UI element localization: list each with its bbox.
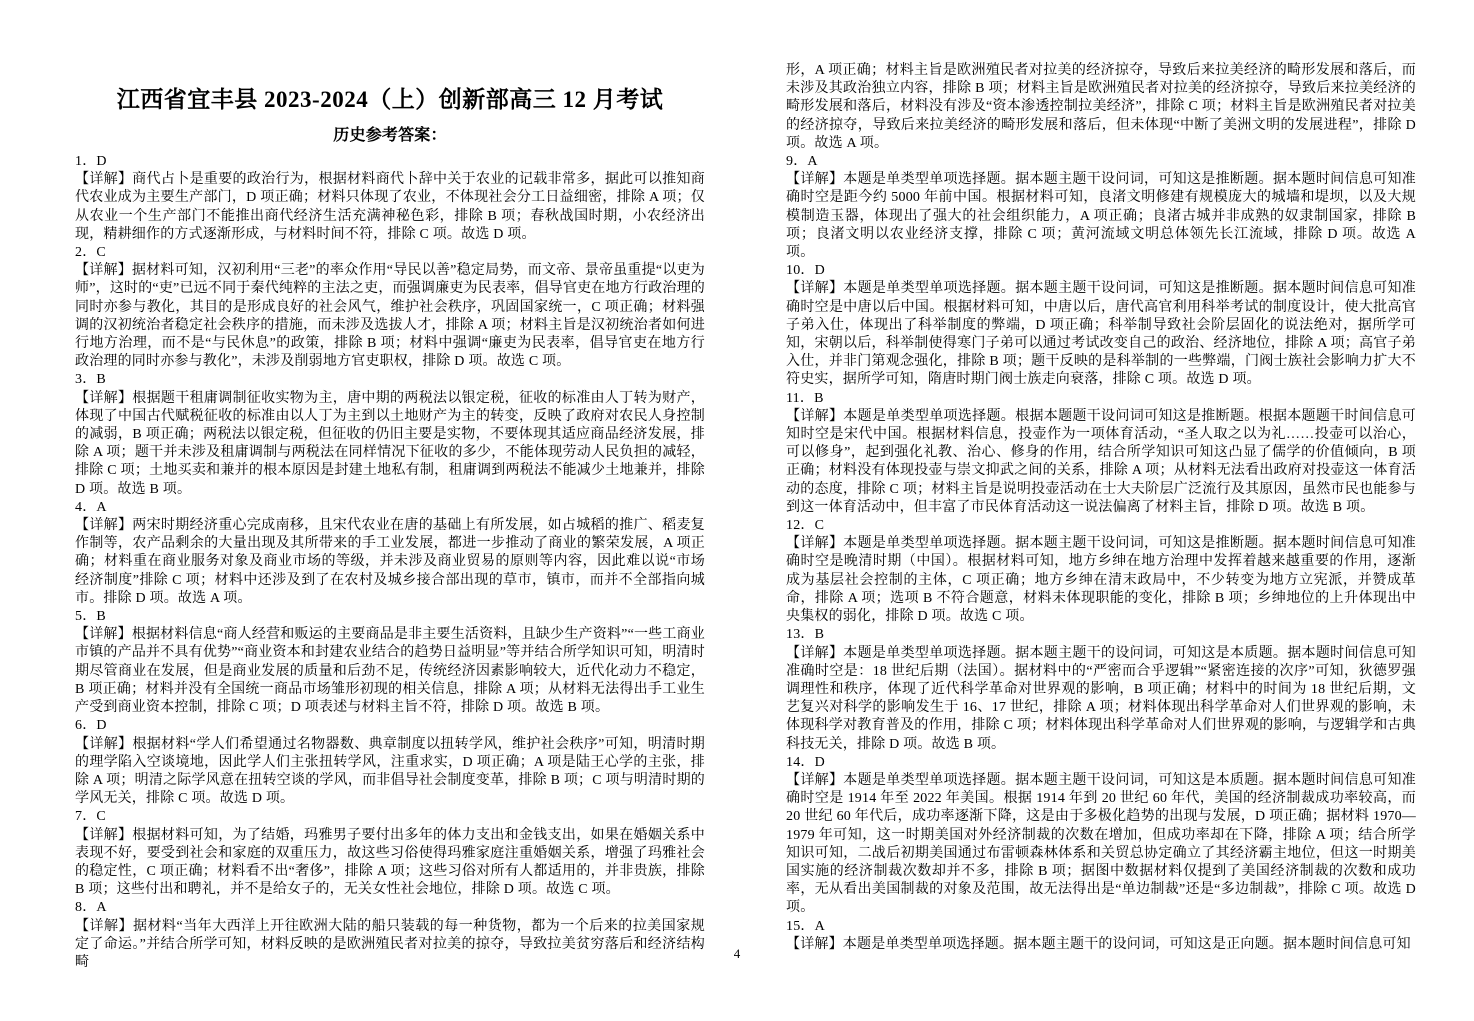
answer-item: [75, 371, 705, 498]
answer-item: [786, 262, 1416, 389]
answer-number: 14．D: [786, 754, 825, 770]
answer-item: [75, 153, 705, 244]
answer-number: 1．D: [75, 154, 107, 169]
answer-detail: 【详解】两宋时期经济重心完成南移，且宋代农业在唐的基础上有所发展，如占城稻的推广、稻麦复作制等，农产品剩余的大量出现及其所带来的手工业发展，都进一步推动了商业的繁荣发展，A 项正确；材料重在商业服务对象及商业市场的等级，并未涉及商业贸易的原则等内容，因此难以说“市场经济制度”排除 C 项；材料中还涉及到了在农村及城乡接合部出现的草市，镇市，而并不全部指向城市。排除 D 项。故选 A 项。: [75, 518, 705, 606]
document-title: 江西省宜丰县 2023-2024（上）创新部高三 12 月考试: [116, 87, 664, 112]
left-column: [75, 85, 705, 970]
answer-item: [786, 517, 1416, 626]
answer-detail: 【详解】据材料可知，汉初利用“三老”的率众作用“导民以善”稳定局势，而文帝、景帝虽重提“以吏为师”，这时的“吏”已远不同于秦代纯粹的主法之吏，而强调廉吏为民表率，倡导官吏在地方行政治理的同时亦参与教化，其目的是形成良好的社会风气，维护社会秩序，巩固国家统一，C 项正确；材料强调的汉初统治者稳定社会秩序的措施，而未涉及选拔人才，排除 A 项；材料主旨是汉初统治者如何进行地方治理，而不是“与民休息”的政策，排除 B 项；材料中强调“廉吏为民表率，倡导官吏在地方行政治理的同时亦参与教化”，未涉及削弱地方官吏职权，排除 D 项。故选 C 项。: [75, 263, 705, 370]
answer-detail: 【详解】本题是单类型单项选择题。根据本题题干设问词可知这是推断题。根据本题题干时间信息可知时空是宋代中国。根据材料信息，投壶作为一项体育活动，“圣人取之以为礼……投壶可以治心，可以修身”，起到强化礼教、治心、修身的作用，结合所学知识可知这凸显了儒学的价值倾向，B 项正确；材料没有体现投壶与崇文抑武之间的关系，排除 A 项；从材料无法看出政府对投壶这一体育活动的态度，排除 C 项；材料主旨是说明投壶活动在士大夫阶层广泛流行及其原因，虽然市民也能参与到这一体育活动中，但丰富了市民体育活动这一说法偏离了材料主旨，排除 D 项。故选 B 项。: [786, 408, 1416, 515]
answer-detail: 形，A 项正确；材料主旨是欧洲殖民者对拉美的经济掠夺，导致后来拉美经济的畸形发展和落后，而未涉及其政治独立内容，排除 B 项；材料主旨是欧洲殖民者对拉美的经济掠夺，导致后来拉美经济的畸形发展和落后，材料没有涉及“资本渗透控制拉美经济”，排除 C 项；材料主旨是欧洲殖民者对拉美的经济掠夺，导致后来拉美经济的畸形发展和落后，但未体现“中断了美洲文明的发展进程”，排除 D 项。故选 A 项。: [786, 63, 1416, 151]
answer-detail: 【详解】本题是单类型单项选择题。据本题主题干设问词，可知这是推断题。据本题时间信息可知准确时空是晚清时期（中国）。根据材料可知，地方乡绅在地方治理中发挥着越来越重要的作用，逐渐成为基层社会控制的主体，C 项正确；地方乡绅在清末政局中，不少转变为地方立宪派，并赞成革命，排除 A 项；选项 B 不符合题意，材料未体现职能的变化，排除 B 项；乡绅地位的上升体现出中央集权的弱化，排除 D 项。故选 C 项。: [786, 536, 1416, 625]
right-column-items: [786, 62, 1416, 954]
right-column: [786, 62, 1416, 967]
answer-detail: 【详解】商代占卜是重要的政治行为，根据材料商代卜辞中关于农业的记载非常多，据此可以推知商代农业成为主要生产部门，D 项正确；材料只体现了农业，不体现社会分工日益细密，排除 A 项；仅从农业一个生产部门不能推出商代经济生活充满神秘色彩，排除 B 项；春秋战国时期，小农经济出现，精耕细作的方式逐渐形成，与材料时间不符，排除 C 项。故选 D 项。: [75, 172, 705, 242]
answer-detail: 【详解】根据题干租庸调制征收实物为主，唐中期的两税法以银定税，征收的标准由人丁转为财产，体现了中国古代赋税征收的标准由以人丁为主到以土地财产为主的转变，反映了政府对农民人身控制的减弱，B 项正确；两税法以银定税，但征收的仍旧主要是实物，不要体现其适应商品经济发展，排除 A 项；题干并未涉及租庸调制与两税法在同样情况下征收的多少，不能体现劳动人民负担的减轻，排除 C 项；土地买卖和兼并的根本原因是封建土地私有制，租庸调到两税法不能减少土地兼并，排除 D 项。故选 B 项。: [75, 390, 705, 497]
answer-number: 12．C: [786, 518, 825, 534]
answer-number: 3．B: [75, 372, 106, 388]
answer-number: 7．C: [75, 809, 106, 825]
answer-detail: 【详解】根据材料信息“商人经营和贩运的主要商品是非主要生活资料，且缺少生产资料”“一些工商业市镇的产品并不具有优势”“商业资本和封建农业结合的趋势日益明显”等并结合所学知识可知，明清时期尽管商业在发展，但是商业发展的质量和后劲不足，传统经济因素影响较大，近代化动力不稳定，B 项正确；材料并没有全国统一商品市场雏形初现的相关信息，排除 A 项；从材料无法得出手工业生产受到商业资本控制，排除 C 项；D 项表述与材料主旨不符，排除 D 项。故选 B 项。: [75, 627, 705, 716]
answer-number: 11．B: [786, 390, 824, 406]
answer-detail: 【详解】根据材料“学人们希望通过名物器数、典章制度以扭转学风，维护社会秩序”可知，明清时期的理学陷入空谈境地，因此学人们主张扭转学风，注重求实，D 项正确；A 项是陆王心学的主张，排除 A 项；明清之际学风意在扭转空谈的学风，而非倡导社会制度变革，排除 B 项；C 项与明清时期的学风无关，排除 C 项。故选 D 项。: [75, 736, 705, 807]
answer-item: [786, 390, 1416, 517]
answer-number: 13．B: [786, 627, 825, 643]
answer-number: 4．A: [75, 499, 107, 515]
answer-detail: 【详解】本题是单类型单项选择题。据本题主题干的设问词，可知这是正向题。据本题时间信息可知: [786, 936, 1411, 952]
answer-detail: 【详解】本题是单类型单项选择题。据本题主题干设问词，可知这是推断题。据本题时间信息可知准确时空是中唐以后中国。根据材料可知，中唐以后，唐代高官利用科举考试的制度设计，使大批高官子弟入仕，体现出了科举制度的弊端，D 项正确；科举制导致社会阶层固化的说法绝对，据所学可知，宋朝以后，科举制使得寒门子弟可以通过考试改变自己的政治、经济地位，排除 A 项；高官子弟入仕，并非门第观念强化，排除 B 项；题干反映的是科举制的一些弊端，门阀士族社会影响力扩大不符史实，据所学可知，隋唐时期门阀士族走向衰落，排除 C 项。故选 D 项。: [786, 281, 1416, 388]
answer-item: [786, 62, 1416, 153]
answer-item: [75, 244, 705, 371]
answer-item: [786, 153, 1416, 262]
answer-number: 5．B: [75, 609, 106, 625]
answer-item: [75, 808, 705, 899]
answer-number: 6．D: [75, 718, 107, 734]
answer-number: 15．A: [786, 918, 825, 934]
answer-number: 2．C: [75, 245, 106, 261]
left-column-items: [75, 153, 705, 972]
answer-number: 8．A: [75, 900, 107, 916]
answer-item: [75, 608, 705, 717]
answer-detail: 【详解】根据材料可知，为了结婚，玛雅男子要付出多年的体力支出和金钱支出，如果在婚姻关系中表现不好，要受到社会和家庭的双重压力，故这些习俗使得玛雅家庭注重婚姻关系，增强了玛雅社会的稳定性，C 项正确；材料看不出“奢侈”，排除 A 项；这些习俗对所有人都适用的，并非贵族，排除 B 项；这些付出和聘礼，并不是给女子的，无关女性社会地位，排除 D 项。故选 C 项。: [75, 827, 705, 898]
answer-detail: 【详解】本题是单类型单项选择题。据本题主题干设问词，可知这是本质题。据本题时间信息可知准确时空是 1914 年至 2022 年美国。根据 1914 年到 20 世纪 60 年代，美国的经济制裁成功率较高，而 20 世纪 60 年代后，成功率逐渐下降，这是由于多极化趋势的出现与发展，D 项正确；据材料 1970—1979 年可知，这一时期美国对外经济制裁的次数在增加，但成功率却在下降，排除 A 项；结合所学知识可知，二战后初期美国通过布雷顿森林体系和关贸总协定确立了其经济霸主地位，但这一时期美国实施的经济制裁次数却并不多，排除 B 项；据图中数据材料仅提到了美国经济制裁的次数和成功率，无从看出美国制裁的对象及范围，故无法得出是“单边制裁”还是“多边制裁”，排除 C 项。故选 D 项。: [786, 772, 1416, 916]
answer-item: [75, 499, 705, 608]
answer-number: 10．D: [786, 263, 825, 279]
document-subtitle: 历史参考答案：: [333, 127, 447, 144]
answer-item: [786, 754, 1416, 918]
page-number: 4: [733, 946, 741, 961]
answer-number: 9．A: [786, 154, 818, 170]
answer-detail: 【详解】本题是单类型单项选择题。据本题主题干的设问词，可知这是本质题。据本题时间信息可知准确时空是：18 世纪后期（法国）。据材料中的“严密而合乎逻辑”“紧密连接的次序”可知，狄德罗强调理性和秩序，体现了近代科学革命对世界观的影响，B 项正确；材料中的时间为 18 世纪后期，文艺复兴对科学的影响发生于 16、17 世纪，排除 A 项；材料体现出科学革命对人们世界观的影响，未体现科学对教育普及的作用，排除 C 项；材料体现出科学革命对人们世界观的影响，与逻辑学和古典科技无关，排除 D 项。故选 B 项。: [786, 645, 1416, 752]
answer-detail: 【详解】本题是单类型单项选择题。据本题主题干设问词，可知这是推断题。据本题时间信息可知准确时空是距今约 5000 年前中国。根据材料可知，良渚文明修建有规模庞大的城墙和堤坝，以及大规模制造玉器，体现出了强大的社会组织能力，A 项正确；良渚古城并非成熟的奴隶制国家，排除 B 项；良渚文明以农业经济支撑，排除 C 项；黄河流域文明总体领先长江流域，排除 D 项。故选 A 项。: [786, 172, 1416, 261]
answer-item: [786, 626, 1416, 753]
answer-item: [75, 717, 705, 808]
answer-detail: 【详解】据材料“当年大西洋上开往欧洲大陆的船只装载的每一种货物，都为一个后来的拉美国家规定了命运。”并结合所学可知，材料反映的是欧洲殖民者对拉美的掠夺，导致拉美贫穷落后和经济结构畸: [75, 918, 705, 970]
